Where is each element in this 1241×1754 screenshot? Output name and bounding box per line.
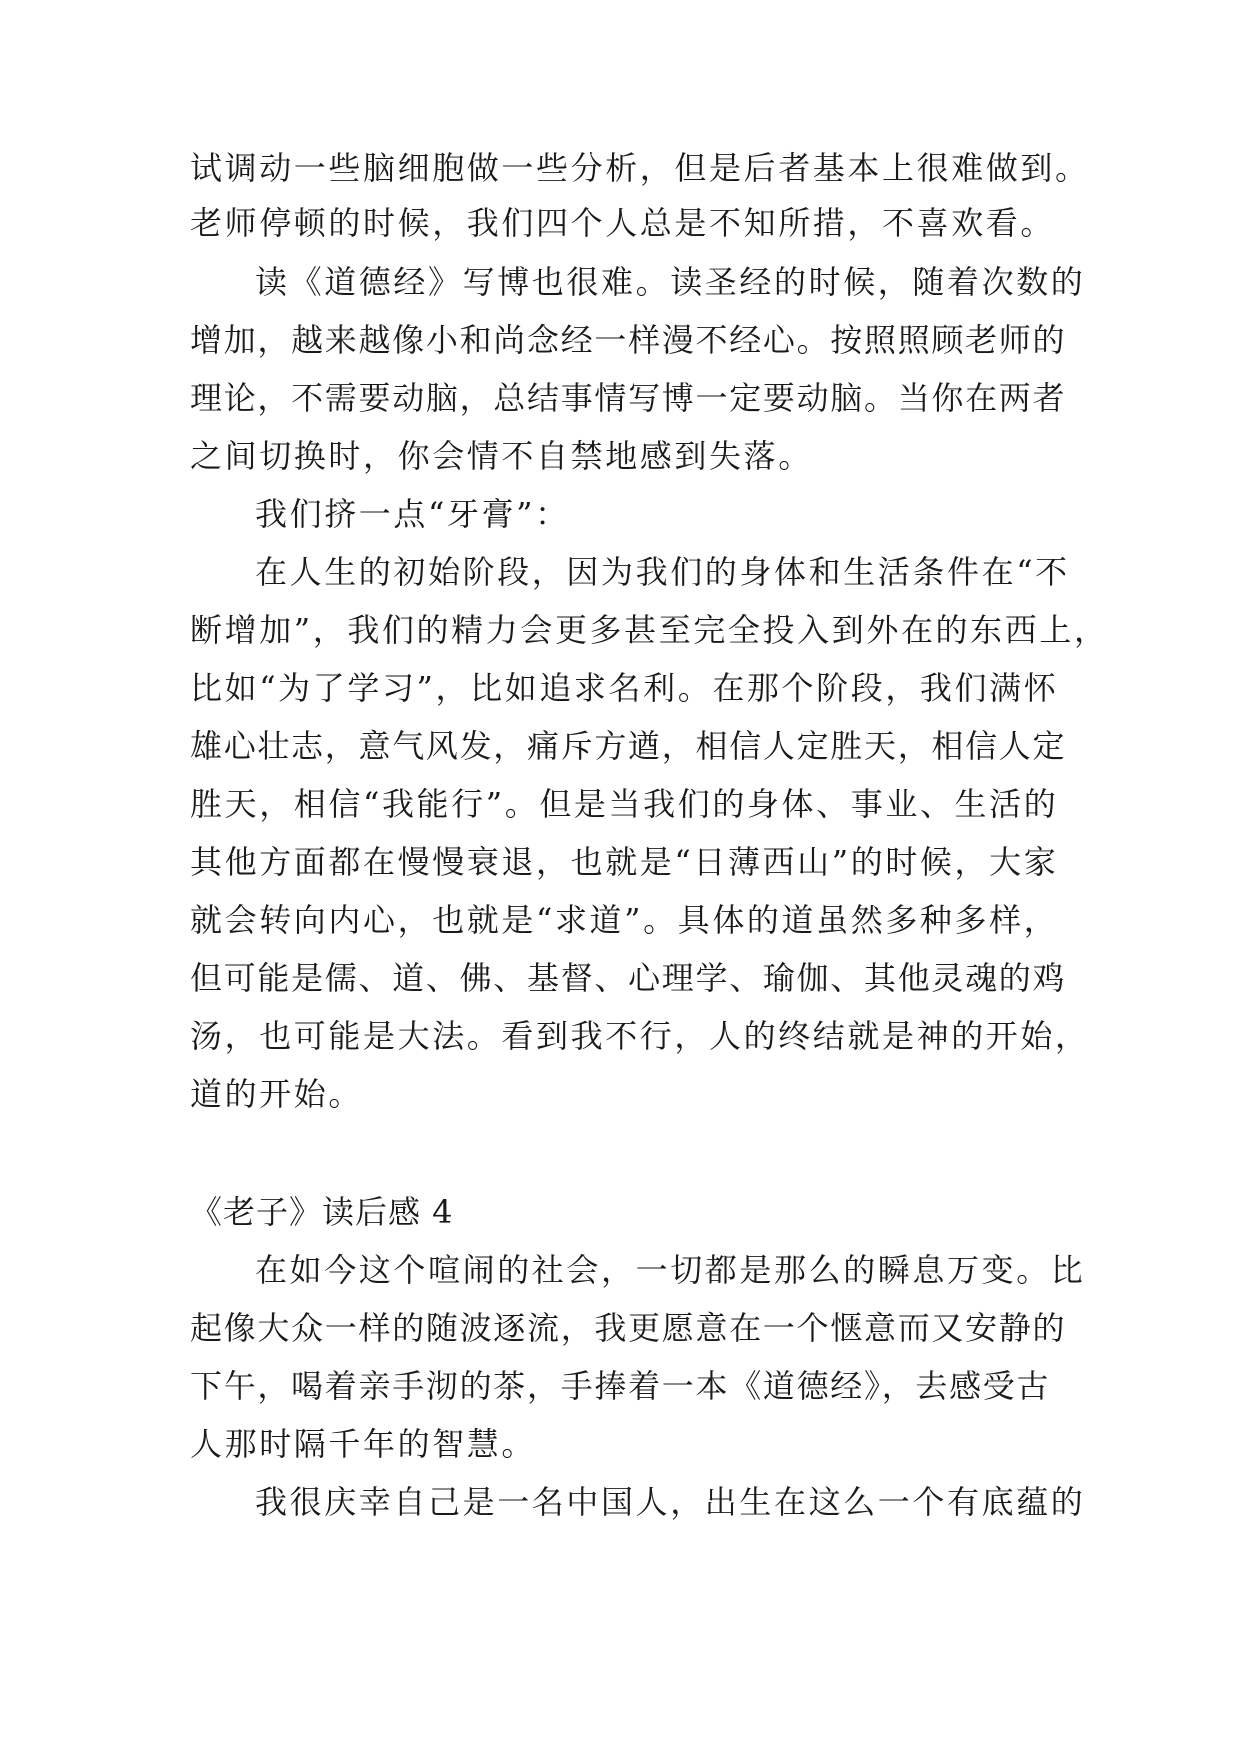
paragraph-line: 起像大众一样的随波逐流，我更愿意在一个惬意而又安静的 — [190, 1309, 1067, 1347]
paragraph-line: 其他方面都在慢慢衰退，也就是“日薄西山”的时候，大家 — [190, 843, 1059, 881]
section-title: 《老子》读后感 4 — [190, 1193, 454, 1231]
paragraph-line: 老师停顿的时候，我们四个人总是不知所措，不喜欢看。 — [190, 204, 1056, 242]
paragraph-line: 断增加”，我们的精力会更多甚至完全投入到外在的东西上， — [190, 611, 1109, 649]
paragraph-line: 读《道德经》写博也很难。读圣经的时候，随着次数的 — [255, 263, 1086, 301]
paragraph-line: 比如“为了学习”，比如追求名利。在那个阶段，我们满怀 — [190, 669, 1059, 707]
paragraph-line: 但可能是儒、道、佛、基督、心理学、瑜伽、其他灵魂的鸡 — [190, 959, 1067, 997]
paragraph-line: 在人生的初始阶段，因为我们的身体和生活条件在“不 — [255, 553, 1070, 591]
paragraph-line: 胜天，相信“我能行”。但是当我们的身体、事业、生活的 — [190, 785, 1059, 823]
paragraph-line: 我很庆幸自己是一名中国人，出生在这么一个有底蕴的 — [255, 1483, 1086, 1521]
paragraph-line: 下午，喝着亲手沏的茶，手捧着一本《道德经》，去感受古 — [190, 1367, 1051, 1405]
paragraph-line: 理论，不需要动脑，总结事情写博一定要动脑。当你在两者 — [190, 379, 1067, 417]
paragraph-line: 我们挤一点“牙膏”： — [255, 495, 570, 533]
paragraph-line: 之间切换时，你会情不自禁地感到失落。 — [190, 437, 813, 475]
paragraph-line: 就会转向内心，也就是“求道”。具体的道虽然多种多样， — [190, 901, 1059, 939]
paragraph-line: 增加，越来越像小和尚念经一样漫不经心。按照照顾老师的 — [190, 321, 1067, 359]
paragraph-line: 在如今这个喧闹的社会，一切都是那么的瞬息万变。比 — [255, 1251, 1086, 1289]
paragraph-line: 人那时隔千年的智慧。 — [190, 1425, 537, 1463]
paragraph-line: 汤，也可能是大法。看到我不行，人的终结就是神的开始， — [190, 1017, 1090, 1055]
paragraph-line: 雄心壮志，意气风发，痛斥方遒，相信人定胜天，相信人定 — [190, 727, 1067, 765]
paragraph-line: 道的开始。 — [190, 1075, 364, 1113]
paragraph-line: 试调动一些脑细胞做一些分析，但是后者基本上很难做到。 — [190, 149, 1090, 187]
